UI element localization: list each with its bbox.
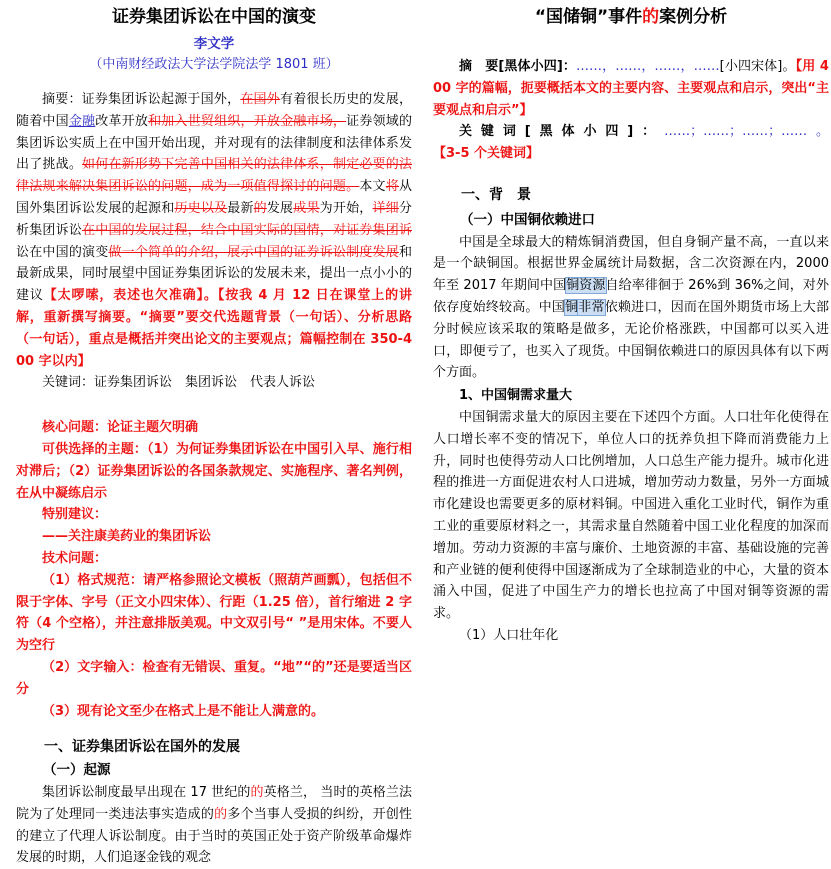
document-title [433,4,829,30]
text-run: 铜 [565,299,579,315]
reviewer-comment [16,701,412,723]
text-run: 有着很长历史的发展，随着中国 [16,92,412,129]
text-run: 中国铜需求量大的原因主要在下述四个方面。人口壮年化使得在人口增长率不变的情况下，单位人口的抚养负担下降而消费能力上升，同时也使得劳动人口比例增加，人口总生产能力提升。城市化进程的推进一方面促进农村人口进城，增加劳动力数量，另外一方面城市化建设也需要更多的原材料铜。中国进入重化工业时代，铜作为重工业的重要原材料之一，其需求量自然随着中国工业化程度的加深而增加。劳动力资源的丰富与廉价、土地资源的丰富、基础设施的完善和产业链的便利使得中国逐渐成为了全球制造业的中心，大量的资本涌入中国，促进了中国生产力的增长也拉高了中国对铜等资源的需求。 [433,409,829,622]
text-run: 详细 [372,200,399,216]
text-run: ——关注康美药业的集团诉讼 [42,529,212,545]
text-run: 【3-5 个关键词】 [433,146,540,162]
text-run: [小四宋体]。 [719,59,796,74]
reviewer-comment [16,417,412,439]
author-line [16,34,412,54]
text-run: 在中国的发展过程，结合中国实际的国情，对证券集团诉 [82,222,412,238]
text-run: 一、背 景 [461,186,531,203]
body-paragraph [433,232,829,385]
text-run: 关键词[黑体小四]： [459,124,665,140]
reviewer-comment [16,504,412,526]
right-document [433,0,829,647]
text-run: 可供选择的主题：（1）为何证券集团诉讼在中国引入早、施行相对滞后；（2）证券集团诉讼的各国条款规定、实施程序、著名判例，在从中凝练启示 [16,441,412,501]
text-run: 证券集团诉讼在中国的演变 [112,7,316,27]
text-run: 1、中国铜需求量大 [459,388,573,404]
text-run: 将 [385,179,399,195]
text-run: （3）现有论文至少在格式上是不能让人满意的。 [42,703,325,719]
abstract-paragraph [433,56,829,121]
subsubsection-heading [433,385,829,407]
subsection-heading [16,760,412,782]
text-run: （一）起源 [43,762,111,779]
keywords-line [433,121,829,165]
text-run: 一、证券集团诉讼在国外的发展 [44,739,240,756]
text-run: 分析集团诉讼 [16,200,412,238]
text-run: 非常 [578,299,605,315]
text-run: 案例分析 [659,7,728,27]
reviewer-comment [16,526,412,548]
document-title [16,4,412,30]
reviewer-comment [16,548,412,570]
text-run: 为开始， [319,200,373,216]
text-run: 的 [250,784,264,800]
text-run: 做一个简单的介绍，展示中国的证券诉讼制度发展 [108,244,399,260]
section-heading [433,185,829,207]
text-run: 金融 [68,113,96,129]
abstract-paragraph [16,89,412,372]
text-run: 发展 [266,200,294,216]
text-run: 历史以及 [174,200,228,216]
reviewer-comment [16,570,412,657]
text-run: 的 [214,806,228,822]
text-run: （2）文字输入：检查有无错误、重复。“地”“的”还是要适当区分 [16,659,412,697]
text-run: 和最新成果，同时展望中国证券集团诉讼的发展未来，提出一点小小的建议 [16,244,412,304]
text-run: 改革开放 [95,113,149,129]
text-run: 如何在新形势下完善中国相关的法律体系，制定必要的法律法规来解决集团诉讼的问题，成为一项值得探讨的问题。 [16,157,412,195]
text-run: （1）格式规范：请严格参照论文模板（照葫芦画瓢），包括但不限于字体、字号（正文小四宋体）、行距（1.25 倍），首行缩进 2 字符（4 个空格），并注意排版美观。中文双引号“ ”是用宋体。不要人为空行 [16,572,412,654]
text-run: 自给率徘徊于 26%到 36%之间，对外依存度始终较高。中国 [433,278,829,315]
text-run: （中南财经政法大学法学院法学 1801 班） [89,57,339,72]
text-run: 讼在中国的演变 [16,244,109,260]
text-run: 和加入世贸组织，开放金融市场， [148,113,347,129]
text-run: 最新 [227,200,254,216]
text-run: 摘 要[黑体小四]： [459,59,576,74]
body-paragraph [433,407,829,625]
text-run: 【用 400 字的篇幅，扼要概括本文的主要内容、主要观点和启示，突出“主要观点和启示”】 [433,59,829,118]
text-run: 证券领域的集团诉讼实质上在中国开始出现，并对现有的法律制度和法律体系发出了挑战。 [16,113,412,173]
text-run: 核心问题：论证主题欠明确 [42,420,199,436]
text-run: 英格兰， 当时的英格兰法院为了处理同一类违法事实造成的 [16,784,412,822]
text-run: 特别建议： [42,507,108,523]
text-run: 的 [642,7,660,27]
text-run: 本文 [359,179,386,195]
text-run: 集团诉讼制度最早出现在 17 世纪的 [42,784,251,800]
text-run: （一）中国铜依赖进口 [460,211,595,228]
section-heading [16,737,412,759]
affiliation-line [16,55,412,75]
text-run: “国储铜”事件 [534,7,643,27]
reviewer-comment [16,439,412,504]
text-run: 【太啰嗦，表述也欠准确】。【按我 4 月 12 日在课堂上的讲解，重新撰写摘要。“摘要”要交代选题背景（一句话）、分析思路（一句话），重点是概括并突出论文的主要观点；篇幅控制在 350-400 字以内】 [16,288,412,369]
text-run: 铜资源 [566,278,606,294]
left-document [16,0,412,869]
text-run: 的 [253,200,267,216]
text-run: 关键词：证券集团诉讼 集团诉讼 代表人诉讼 [42,375,316,391]
text-run: 摘要：证券集团诉讼起源于国外， [42,92,241,107]
body-paragraph [16,782,412,869]
text-run: 多个当事人受损的纠纷，开创性的建立了代理人诉讼制度。由于当时的英国正处于资产阶级革命爆炸发展的时期，人们追逐金钱的观念 [16,806,412,866]
text-run: 成果 [293,200,320,216]
keywords-line [16,372,412,394]
text-run: ……；……；……；……。 [664,124,829,140]
text-run: 技术问题： [42,550,108,566]
text-run: 李文学 [193,36,235,52]
reviewer-comment [16,657,412,701]
text-run: 依赖进口，因而在国外期货市场上大部分时候应该采取的策略是做多，无论价格涨跌，中国都可以买入进口，即便亏了，也买入了现货。中国铜依赖进口的原因具体有以下两个方面。 [433,299,829,381]
text-run: ……，……，……，…… [575,59,720,74]
text-run: （1）人口壮年化 [459,627,559,643]
text-run: 在国外 [240,92,280,107]
subsection-heading [433,210,829,232]
text-run: 从国外集团诉讼发展的起源和 [16,179,412,216]
text-run: 中国是全球最大的精炼铜消费国，但自身铜产量不高，一直以来是一个缺铜国。根据世界金属统计局数据，含二次资源在内，2000 年至 2017 年期间中国 [433,234,829,294]
body-paragraph [433,625,829,647]
